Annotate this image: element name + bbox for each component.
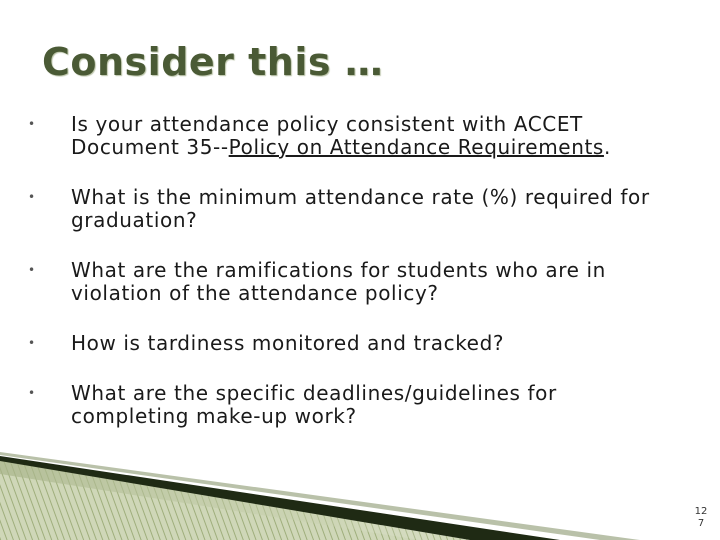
bullet-item <box>20 113 690 159</box>
bullet-text: Document 35-- <box>71 135 229 159</box>
bullet-text: graduation? <box>71 208 198 232</box>
policy-link[interactable]: Policy on Attendance Requirements <box>228 135 604 159</box>
bullet-text: What is the minimum attendance rate (%) required for <box>71 185 650 209</box>
bullet-item <box>20 382 690 428</box>
bullet-text: . <box>603 135 611 159</box>
bullet-text: violation of the attendance policy? <box>71 281 439 305</box>
page-number-line: 12 <box>694 506 708 517</box>
page-number <box>690 506 712 530</box>
bullet-item <box>20 186 690 232</box>
bullet-marker: • <box>28 263 36 277</box>
bullet-marker: • <box>28 190 36 204</box>
bullet-item <box>20 332 690 355</box>
bullet-text: What are the specific deadlines/guidelines for <box>71 381 557 405</box>
bullet-item <box>20 259 690 305</box>
bullet-marker: • <box>28 117 36 131</box>
bullet-text: completing make-up work? <box>71 404 357 428</box>
decorative-wedge <box>0 452 720 540</box>
page-number-line: 7 <box>697 518 705 529</box>
slide-title: Consider this … <box>42 40 384 84</box>
bullet-text: What are the ramifications for students who are in <box>71 258 606 282</box>
bullet-text: How is tardiness monitored and tracked? <box>71 331 505 355</box>
bullet-marker: • <box>28 336 36 350</box>
bullet-text: Is your attendance policy consistent with ACCET <box>71 112 583 136</box>
bullet-marker: • <box>28 386 36 400</box>
bullet-list <box>20 113 690 455</box>
